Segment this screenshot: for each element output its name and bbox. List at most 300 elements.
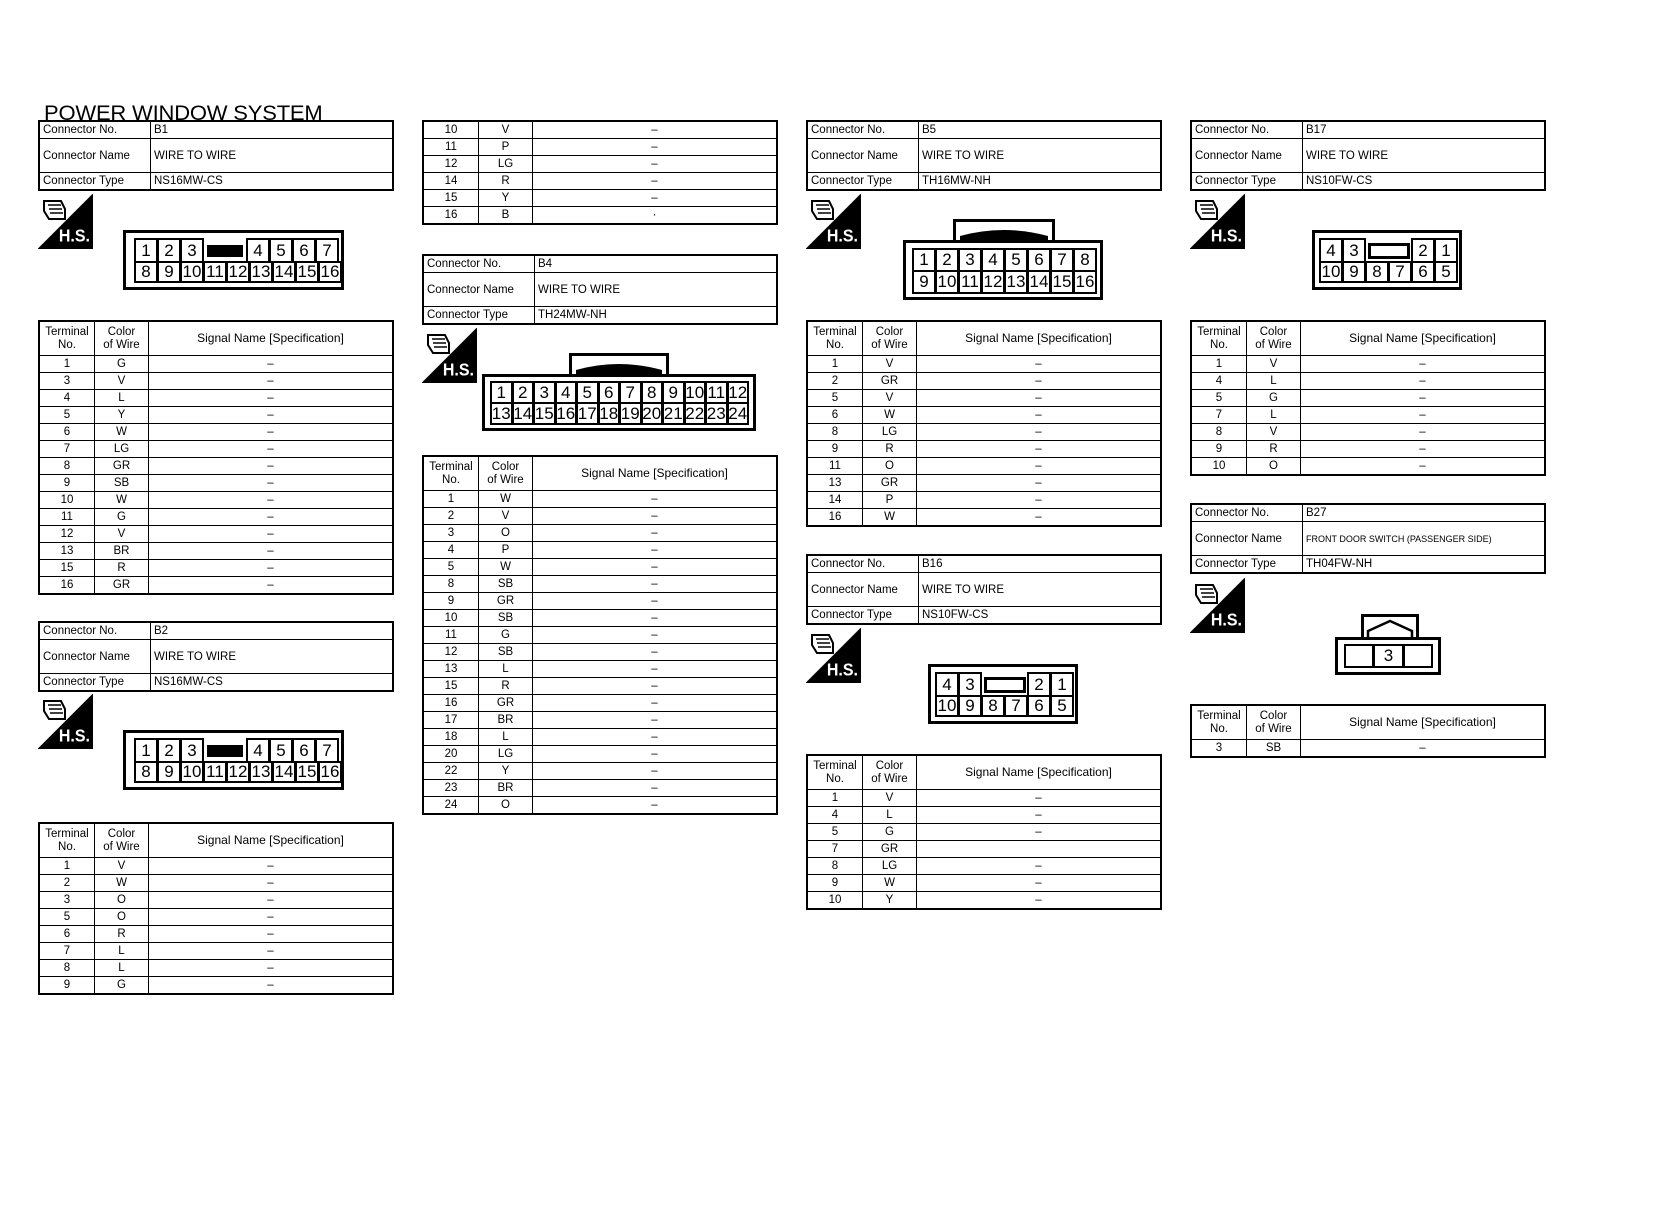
signal-name-header: Signal Name [Specification] (917, 321, 1162, 356)
header-line: No. (442, 473, 460, 486)
terminal-no-cell: 2 (807, 373, 863, 390)
table-row (807, 790, 1161, 807)
table-header-row (1191, 321, 1545, 356)
terminal-no-cell: 4 (423, 542, 479, 559)
terminal-no-cell: 11 (807, 458, 863, 475)
table-row (39, 926, 393, 943)
connector-b2-terminal-table (38, 822, 394, 995)
table-row (1191, 407, 1545, 424)
color-of-wire-header (1247, 321, 1301, 356)
connector-name-label: Connector Name (39, 139, 151, 173)
terminal-no-cell: 10 (39, 492, 95, 509)
terminal-no-cell: 1 (39, 858, 95, 875)
hs-label: H.S. (1210, 611, 1242, 630)
table-row (423, 207, 777, 225)
signal-name-cell: – (533, 678, 778, 695)
pin: 3 (180, 238, 204, 263)
connector-type-label: Connector Type (39, 674, 151, 692)
hs-badge-icon (422, 328, 477, 383)
wire-color-cell: SB (479, 610, 533, 627)
terminal-no-cell: 1 (807, 356, 863, 373)
wire-color-cell: BR (95, 543, 149, 560)
table-row (39, 560, 393, 577)
signal-name-cell: – (917, 475, 1162, 492)
terminal-table (806, 754, 1162, 910)
connector-type-value: NS10FW-CS (1303, 173, 1546, 191)
terminal-no-cell: 8 (807, 424, 863, 441)
connector-name-value: WIRE TO WIRE (1303, 139, 1546, 173)
table-row (39, 373, 393, 390)
terminal-no-cell: 24 (423, 797, 479, 815)
wire-color-cell: GR (863, 475, 917, 492)
pin: 1 (1434, 238, 1458, 263)
pin: 3 (533, 381, 556, 404)
wire-color-cell: G (95, 977, 149, 995)
color-of-wire-header (863, 321, 917, 356)
wire-color-cell: L (479, 729, 533, 746)
table-row (423, 797, 777, 815)
table-row (807, 441, 1161, 458)
wire-color-cell: BR (479, 712, 533, 729)
signal-name-header: Signal Name [Specification] (917, 755, 1162, 790)
signal-name-cell: – (533, 661, 778, 678)
terminal-no-cell: 7 (39, 441, 95, 458)
table-row (423, 780, 777, 797)
wire-color-cell: L (95, 943, 149, 960)
connector-b17-diagram (1312, 230, 1462, 290)
table-row (807, 492, 1161, 509)
color-of-wire-header (95, 823, 149, 858)
table-row (39, 492, 393, 509)
terminal-no-cell: 3 (423, 525, 479, 542)
connector-name-label: Connector Name (39, 640, 151, 674)
terminal-no-cell: 7 (39, 943, 95, 960)
table-header-row (423, 456, 777, 491)
pin-grid (134, 738, 338, 761)
pin: 6 (292, 738, 316, 763)
terminal-no-cell: 7 (807, 841, 863, 858)
wire-color-cell: L (863, 807, 917, 824)
header-line: Terminal (45, 827, 89, 840)
connector-type-label: Connector Type (807, 173, 919, 191)
connector-type-label: Connector Type (1191, 556, 1303, 574)
terminal-no-cell: 1 (807, 790, 863, 807)
pin: 9 (157, 761, 181, 783)
signal-name-cell: – (917, 458, 1162, 475)
hs-label: H.S. (58, 227, 90, 246)
terminal-no-cell: 3 (39, 373, 95, 390)
terminal-no-header (807, 755, 863, 790)
connector-no-label: Connector No. (1191, 121, 1303, 139)
color-of-wire-header (863, 755, 917, 790)
header-line: of Wire (1255, 338, 1292, 351)
table-row (39, 458, 393, 475)
table-row (423, 644, 777, 661)
wire-color-cell: V (1247, 356, 1301, 373)
terminal-no-header (1191, 321, 1247, 356)
hs-badge-icon (1190, 194, 1245, 249)
wire-color-cell: R (863, 441, 917, 458)
pin: 1 (134, 238, 158, 263)
pin: 2 (935, 248, 959, 272)
pin: 22 (684, 402, 707, 425)
connector-no-label: Connector No. (39, 622, 151, 640)
pin: 19 (619, 402, 642, 425)
pin: 5 (1004, 248, 1028, 272)
pin: 11 (705, 381, 728, 404)
signal-name-cell: – (917, 875, 1162, 892)
connector-b1-diagram (123, 230, 344, 290)
pin-grid (134, 238, 338, 261)
terminal-no-cell: 11 (423, 627, 479, 644)
pin: 8 (981, 695, 1005, 717)
pin: 10 (180, 761, 204, 783)
pin: 3 (180, 738, 204, 763)
table-row (39, 509, 393, 526)
wire-color-cell: P (479, 542, 533, 559)
signal-name-cell: – (149, 909, 394, 926)
table-row (39, 943, 393, 960)
connector-b5-terminal-table (806, 320, 1162, 527)
signal-name-cell: – (149, 424, 394, 441)
wire-color-cell: L (95, 390, 149, 407)
connector-name-label: Connector Name (1191, 522, 1303, 556)
table-row (39, 390, 393, 407)
connector-type-label: Connector Type (423, 307, 535, 325)
connector-type-label: Connector Type (807, 607, 919, 625)
signal-name-cell: – (533, 729, 778, 746)
terminal-no-cell: 1 (423, 491, 479, 508)
terminal-no-cell: 10 (1191, 458, 1247, 476)
signal-name-header: Signal Name [Specification] (533, 456, 778, 491)
connector-hand-icon (809, 197, 837, 223)
header-line: No. (58, 840, 76, 853)
signal-name-cell: · (533, 207, 778, 225)
signal-name-cell: – (149, 926, 394, 943)
wire-color-cell: V (95, 858, 149, 875)
terminal-table (422, 120, 778, 225)
signal-name-cell: – (1301, 407, 1546, 424)
hs-badge-icon (806, 194, 861, 249)
signal-name-cell: – (533, 139, 778, 156)
pin: 7 (619, 381, 642, 404)
wire-color-cell: R (1247, 441, 1301, 458)
key-slot (203, 738, 247, 763)
table-row (423, 576, 777, 593)
connector-b5-diagram (903, 240, 1103, 300)
signal-name-cell: – (533, 190, 778, 207)
wire-color-cell: W (95, 875, 149, 892)
connector-type-value: TH24MW-NH (535, 307, 778, 325)
wire-color-cell: G (1247, 390, 1301, 407)
table-row (1191, 424, 1545, 441)
wire-color-cell: W (95, 424, 149, 441)
pin-grid (490, 381, 748, 423)
pin: 8 (134, 761, 158, 783)
wire-color-cell: GR (95, 458, 149, 475)
connector-name-label: Connector Name (423, 273, 535, 307)
header-line: Terminal (429, 460, 473, 473)
terminal-no-cell: 4 (807, 807, 863, 824)
signal-name-cell: – (917, 373, 1162, 390)
terminal-no-cell: 6 (39, 424, 95, 441)
table-header-row (39, 321, 393, 356)
pin: 23 (705, 402, 728, 425)
header-line: No. (1210, 338, 1228, 351)
pin: 12 (981, 270, 1005, 294)
wire-color-cell: W (863, 875, 917, 892)
header-line: of Wire (871, 338, 908, 351)
connector-b16-info (806, 554, 1162, 625)
signal-name-cell: – (533, 763, 778, 780)
connector-hand-icon (425, 331, 453, 357)
signal-name-cell: – (533, 644, 778, 661)
pin (1344, 644, 1374, 668)
connector-b16-diagram (928, 664, 1078, 724)
connector-hand-icon (1193, 197, 1221, 223)
wire-color-cell: SB (95, 475, 149, 492)
pin: 8 (134, 261, 158, 283)
terminal-no-cell: 5 (39, 407, 95, 424)
pin: 6 (1027, 695, 1051, 717)
signal-name-cell: – (533, 576, 778, 593)
pin: 5 (269, 738, 293, 763)
terminal-no-header (39, 823, 95, 858)
pin: 6 (1411, 261, 1435, 283)
wire-color-cell: SB (479, 644, 533, 661)
pin: 9 (662, 381, 685, 404)
signal-name-cell: – (149, 407, 394, 424)
pin: 3 (958, 672, 982, 697)
signal-name-cell: – (533, 559, 778, 576)
connector-type-label: Connector Type (39, 173, 151, 191)
signal-name-cell: – (149, 960, 394, 977)
pin: 5 (576, 381, 599, 404)
pin: 10 (180, 261, 204, 283)
terminal-no-cell: 3 (39, 892, 95, 909)
wire-color-cell: GR (479, 695, 533, 712)
pin-grid (935, 695, 1073, 715)
connector-name-value: WIRE TO WIRE (151, 640, 394, 674)
table-row (423, 508, 777, 525)
connector-type-value: NS16MW-CS (151, 674, 394, 692)
connector-b27-diagram (1335, 637, 1441, 675)
terminal-no-cell: 22 (423, 763, 479, 780)
table-row (807, 407, 1161, 424)
pin: 8 (1365, 261, 1389, 283)
pin: 15 (295, 261, 319, 283)
terminal-no-cell: 9 (1191, 441, 1247, 458)
connector-name-value: WIRE TO WIRE (919, 139, 1162, 173)
table-row (1191, 373, 1545, 390)
table-row (423, 121, 777, 139)
connector-name-value: FRONT DOOR SWITCH (PASSENGER SIDE) (1303, 522, 1546, 556)
key-slot (1365, 238, 1412, 263)
color-of-wire-header (479, 456, 533, 491)
header-line: of Wire (103, 338, 140, 351)
wire-color-cell: G (479, 627, 533, 644)
wire-color-cell: W (863, 407, 917, 424)
terminal-no-cell: 11 (423, 139, 479, 156)
terminal-no-cell: 4 (1191, 373, 1247, 390)
terminal-no-cell: 14 (423, 173, 479, 190)
pin: 5 (269, 238, 293, 263)
wire-color-cell: GR (863, 841, 917, 858)
pin: 10 (935, 270, 959, 294)
signal-name-cell: – (1301, 740, 1546, 758)
table-row (807, 475, 1161, 492)
terminal-no-cell: 6 (807, 407, 863, 424)
wire-color-cell: L (1247, 407, 1301, 424)
signal-name-cell: – (533, 491, 778, 508)
table-row (39, 977, 393, 995)
signal-name-cell: – (1301, 458, 1546, 476)
signal-name-cell: – (1301, 424, 1546, 441)
table-row (1191, 390, 1545, 407)
wire-color-cell: W (95, 492, 149, 509)
signal-name-cell: – (533, 525, 778, 542)
pin: 7 (1050, 248, 1074, 272)
terminal-no-cell: 8 (39, 458, 95, 475)
connector-name-value: WIRE TO WIRE (919, 573, 1162, 607)
terminal-table (1190, 704, 1546, 758)
table-row (39, 960, 393, 977)
pin: 15 (295, 761, 319, 783)
header-line: No. (58, 338, 76, 351)
pin: 2 (512, 381, 535, 404)
connector-no-value: B1 (151, 121, 394, 139)
wire-color-cell: W (863, 509, 917, 527)
pin: 17 (576, 402, 599, 425)
hs-label: H.S. (826, 227, 858, 246)
signal-name-header: Signal Name [Specification] (1301, 321, 1546, 356)
terminal-no-cell: 10 (423, 121, 479, 139)
table-row (423, 610, 777, 627)
pin: 4 (981, 248, 1005, 272)
pin: 16 (318, 261, 342, 283)
signal-name-cell: – (1301, 390, 1546, 407)
hs-badge-icon (1190, 578, 1245, 633)
signal-name-cell: – (533, 797, 778, 815)
signal-name-cell (917, 841, 1162, 858)
hs-badge-icon (38, 694, 93, 749)
wire-color-cell: GR (479, 593, 533, 610)
terminal-no-cell: 16 (39, 577, 95, 595)
header-line: of Wire (871, 772, 908, 785)
signal-name-cell: – (149, 390, 394, 407)
table-row (423, 190, 777, 207)
terminal-no-cell: 1 (39, 356, 95, 373)
terminal-no-cell: 13 (39, 543, 95, 560)
signal-name-cell: – (917, 407, 1162, 424)
connector-type-value: NS10FW-CS (919, 607, 1162, 625)
signal-name-cell: – (533, 542, 778, 559)
wire-color-cell: R (95, 926, 149, 943)
terminal-no-cell: 12 (423, 156, 479, 173)
connector-b27-terminal-table (1190, 704, 1546, 758)
key-slot (203, 238, 247, 263)
wire-color-cell: GR (95, 577, 149, 595)
terminal-no-cell: 2 (39, 875, 95, 892)
table-row (39, 424, 393, 441)
terminal-no-cell: 18 (423, 729, 479, 746)
connector-type-value: TH04FW-NH (1303, 556, 1546, 574)
wire-color-cell: BR (479, 780, 533, 797)
pin: 13 (249, 761, 273, 783)
pin: 11 (203, 761, 227, 783)
table-header-row (39, 823, 393, 858)
terminal-no-cell: 9 (807, 875, 863, 892)
wire-color-cell: G (95, 356, 149, 373)
pin: 11 (203, 261, 227, 283)
pin: 12 (226, 761, 250, 783)
signal-name-cell: – (149, 509, 394, 526)
signal-name-cell: – (533, 173, 778, 190)
table-row (807, 458, 1161, 475)
signal-name-cell: – (533, 695, 778, 712)
table-header-row (807, 755, 1161, 790)
signal-name-cell: – (917, 424, 1162, 441)
pin: 13 (490, 402, 513, 425)
wire-color-cell: L (479, 661, 533, 678)
wire-color-cell: V (479, 121, 533, 139)
connector-type-label: Connector Type (1191, 173, 1303, 191)
hs-label: H.S. (1210, 227, 1242, 246)
signal-name-cell: – (149, 475, 394, 492)
table-row (423, 763, 777, 780)
pin: 2 (157, 238, 181, 263)
pin: 14 (512, 402, 535, 425)
signal-name-cell: – (917, 492, 1162, 509)
connector-b17-info (1190, 120, 1546, 191)
color-of-wire-header (1247, 705, 1301, 740)
wire-color-cell: V (863, 390, 917, 407)
header-line: No. (826, 338, 844, 351)
pin: 9 (157, 261, 181, 283)
connector-type-value: NS16MW-CS (151, 173, 394, 191)
pin: 4 (935, 672, 959, 697)
connector-type-value: TH16MW-NH (919, 173, 1162, 191)
pin: 7 (1388, 261, 1412, 283)
signal-name-cell: – (917, 790, 1162, 807)
hs-label: H.S. (826, 661, 858, 680)
signal-name-cell: – (533, 627, 778, 644)
pin: 9 (1342, 261, 1366, 283)
wire-color-cell: Y (95, 407, 149, 424)
signal-name-header: Signal Name [Specification] (1301, 705, 1546, 740)
connector-no-label: Connector No. (39, 121, 151, 139)
pin: 6 (292, 238, 316, 263)
pin: 12 (727, 381, 750, 404)
table-row (423, 559, 777, 576)
header-line: Color (107, 827, 136, 840)
wire-color-cell: SB (1247, 740, 1301, 758)
pin: 16 (555, 402, 578, 425)
wire-color-cell: V (863, 790, 917, 807)
table-row (39, 356, 393, 373)
pin: 20 (641, 402, 664, 425)
terminal-no-cell: 15 (423, 678, 479, 695)
pin: 9 (912, 270, 936, 294)
table-header-row (1191, 705, 1545, 740)
wire-color-cell: O (479, 525, 533, 542)
pin: 3 (1342, 238, 1366, 263)
pin-grid (935, 672, 1073, 695)
wire-color-cell: V (1247, 424, 1301, 441)
table-row (807, 841, 1161, 858)
terminal-no-cell: 5 (807, 390, 863, 407)
connector-no-label: Connector No. (807, 555, 919, 573)
